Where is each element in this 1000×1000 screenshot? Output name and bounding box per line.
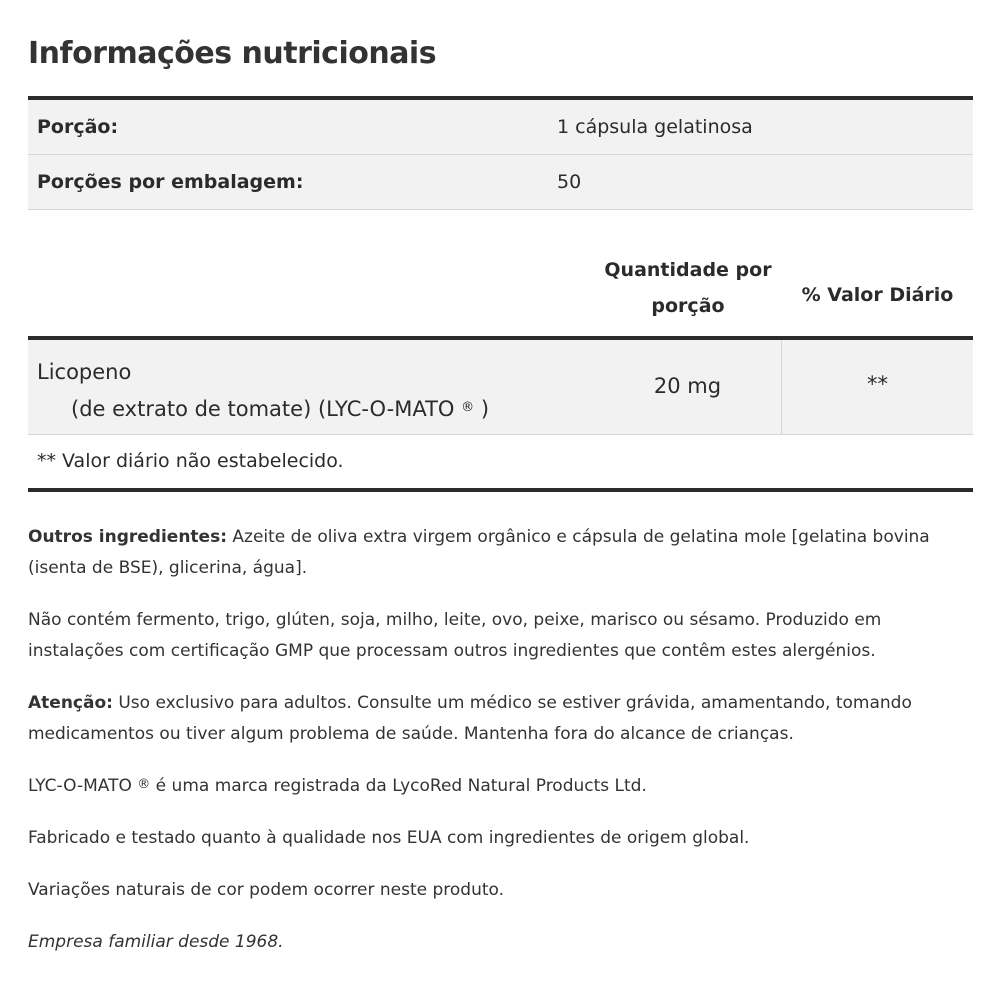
serving-size-value: 1 cápsula gelatinosa xyxy=(557,116,753,138)
servings-per-container-row xyxy=(28,155,973,210)
manufacturing-note: Fabricado e testado quanto à qualidade nos EUA com ingredientes de origem global. xyxy=(28,828,750,848)
nutrient-daily-value: ** xyxy=(867,372,888,396)
other-ingredients: Outros ingredientes: Azeite de oliva extra virgem orgânico e cápsula de gelatina mole [gelatina bovina (isenta de BSE), glicerina, água]. xyxy=(28,527,930,578)
nutrition-panel xyxy=(28,0,973,492)
trademark-note: LYC-O-MATO ® é uma marca registrada da LycoRed Natural Products Ltd. xyxy=(28,776,647,796)
nutrient-amount: 20 mg xyxy=(594,340,782,434)
nutrient-row xyxy=(28,340,973,435)
warning: Atenção: Uso exclusivo para adultos. Consulte um médico se estiver grávida, amamentando, tomando medicamentos ou tiver algum problema de saúde. Mantenha fora do alcance de crianças. xyxy=(28,693,912,744)
product-notes xyxy=(28,522,973,979)
table-footnote: ** Valor diário não estabelecido. xyxy=(28,435,973,492)
family-company-note: Empresa familiar desde 1968. xyxy=(28,932,284,952)
serving-info xyxy=(28,96,973,210)
nutrient-table-header xyxy=(28,210,973,340)
servings-per-container-value: 50 xyxy=(557,171,582,193)
servings-per-container-label: Porções por embalagem: xyxy=(37,171,304,193)
nutrient-name: Licopeno xyxy=(37,360,132,384)
amount-column-header: Quantidade por porção xyxy=(604,259,772,317)
serving-size-label: Porção: xyxy=(37,116,119,138)
page-title: Informações nutricionais xyxy=(28,36,437,71)
nutrient-source: (de extrato de tomate) (LYC-O-MATO ® ) xyxy=(71,397,490,421)
serving-size-row xyxy=(28,100,973,155)
color-variation-note: Variações naturais de cor podem ocorrer neste produto. xyxy=(28,880,505,900)
registered-mark: ® xyxy=(461,400,475,415)
daily-value-column-header: % Valor Diário xyxy=(801,284,954,306)
allergen-statement: Não contém fermento, trigo, glúten, soja, milho, leite, ovo, peixe, marisco ou sésamo. Produzido em instalações com certificação GMP que processam outros ingredientes que contêm estes alergénios. xyxy=(28,610,882,661)
